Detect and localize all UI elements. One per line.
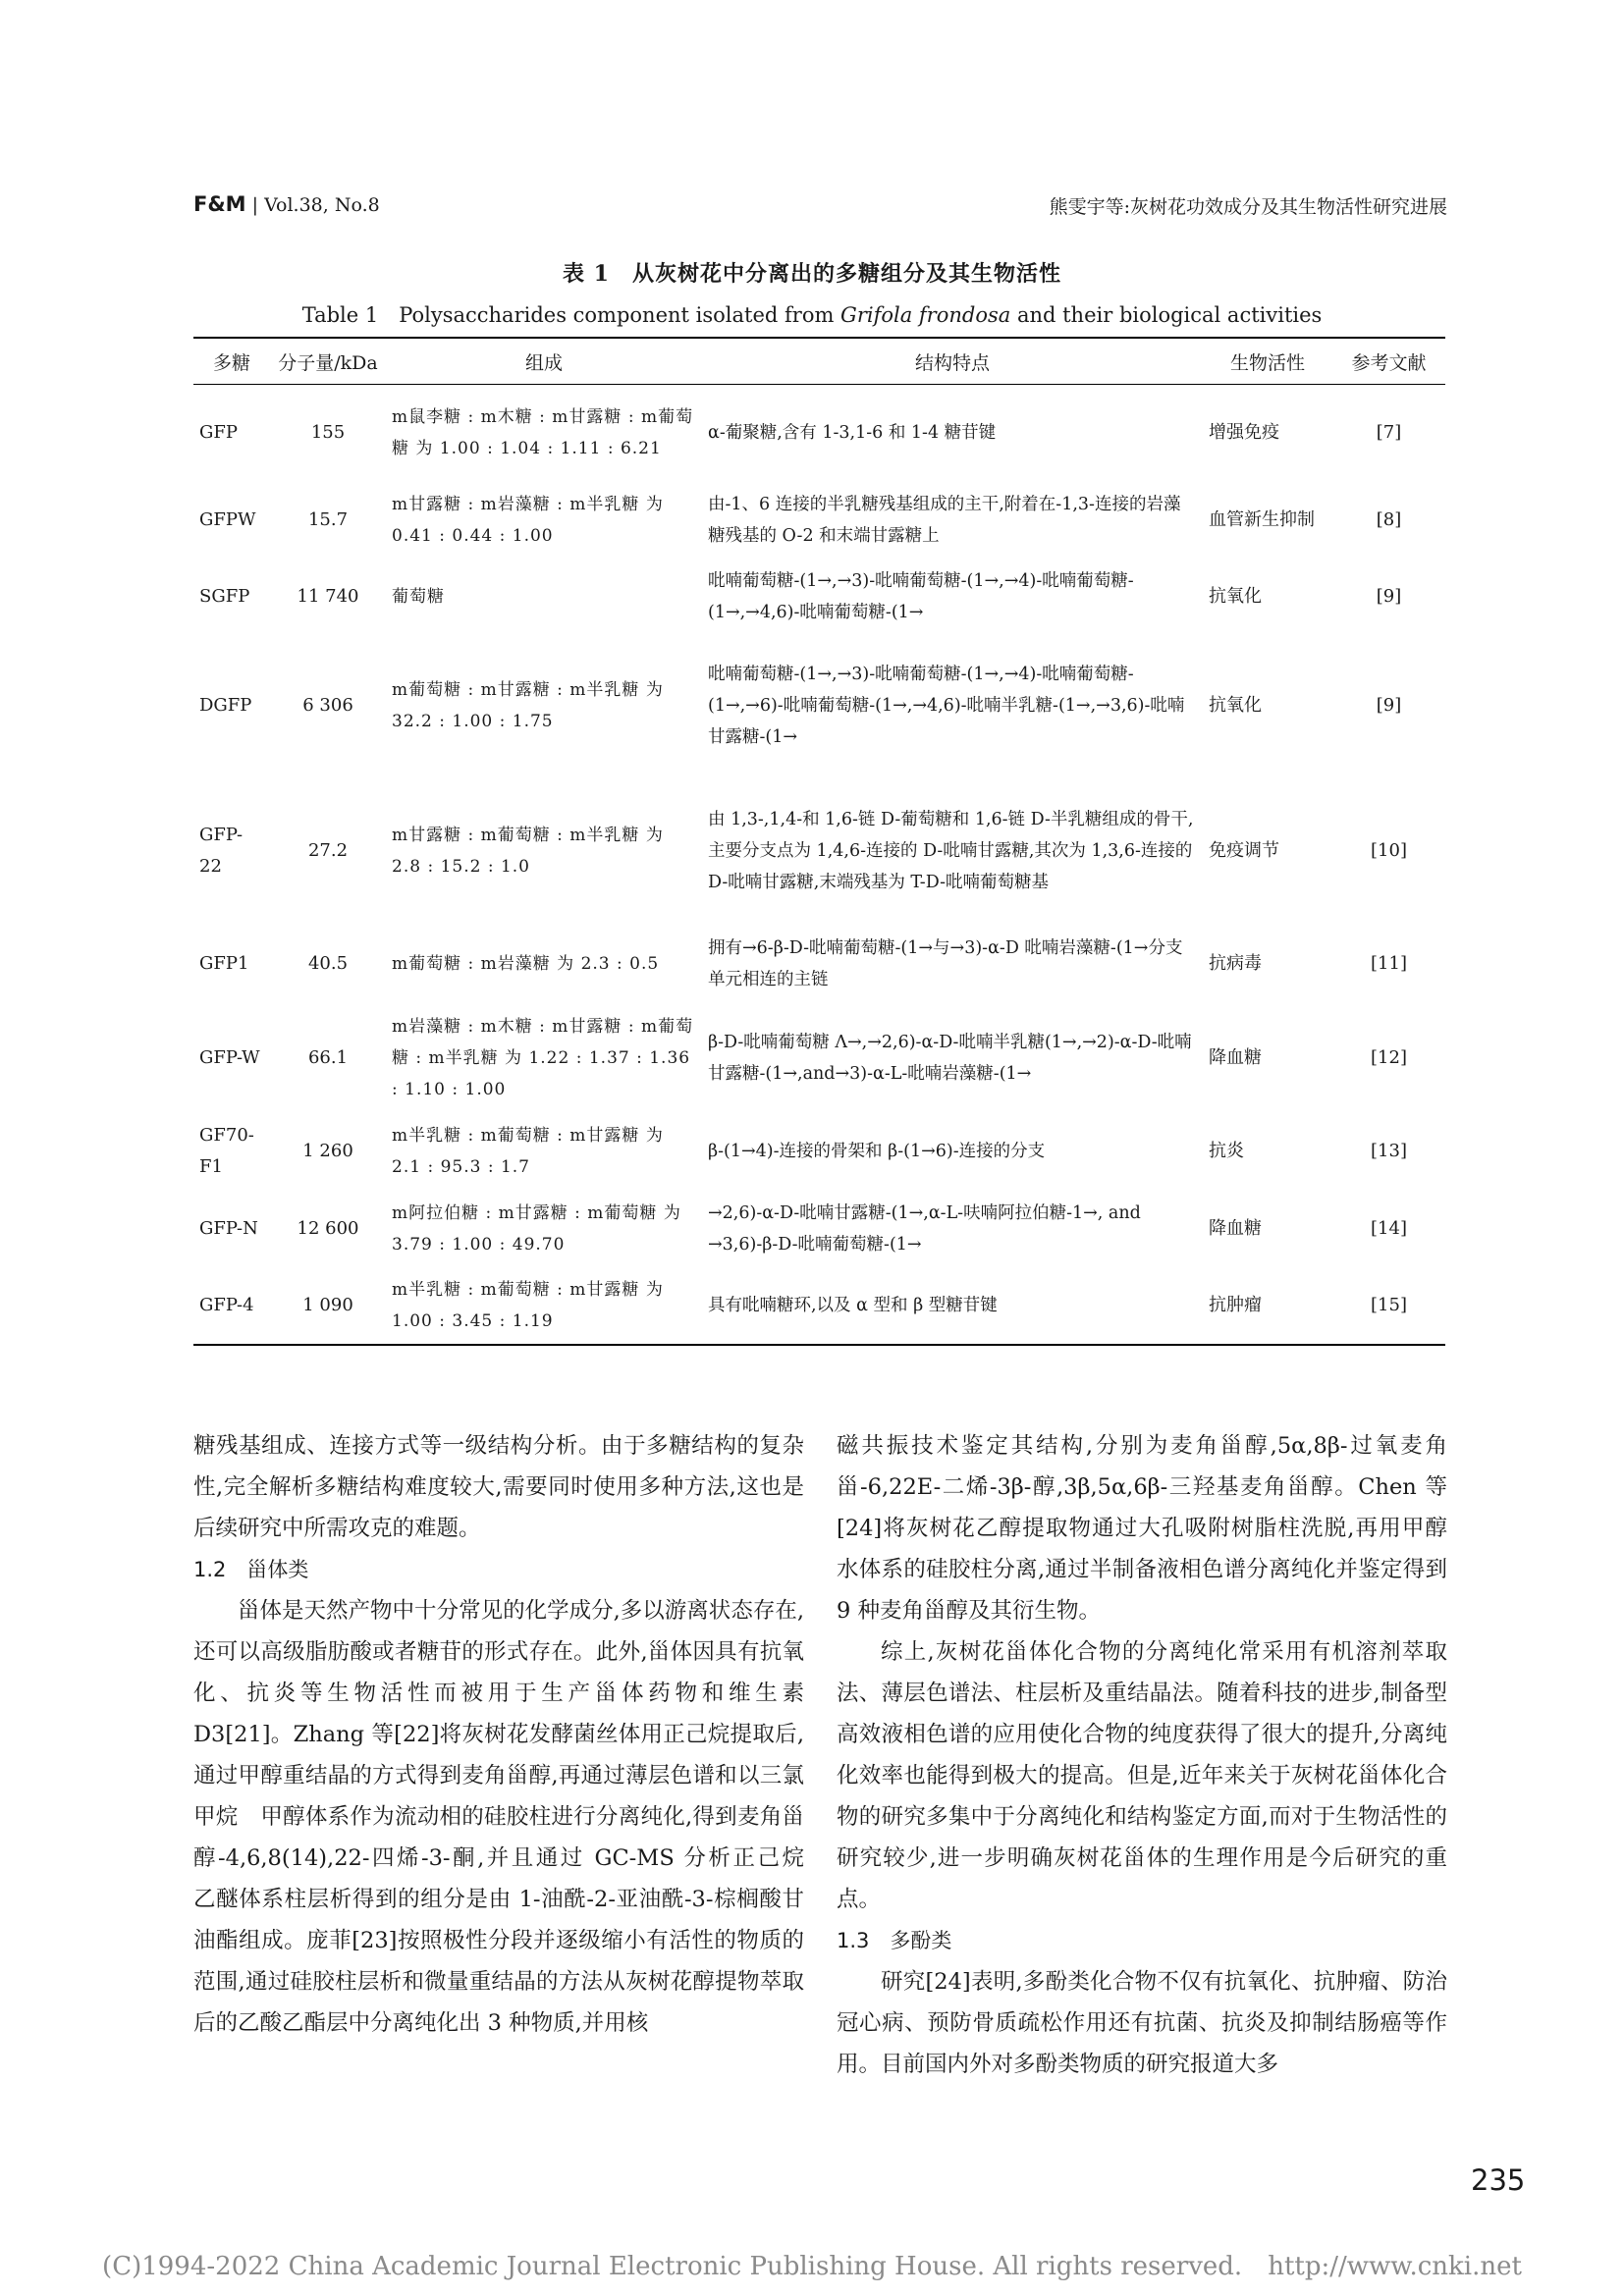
cell-mw: 1 090	[270, 1268, 386, 1345]
table-row	[193, 1113, 1445, 1190]
journal-volume: Vol.38, No.8	[264, 194, 380, 216]
cell-name: GFP-W	[199, 1046, 260, 1068]
cell-activity: 抗氧化	[1209, 694, 1262, 716]
paragraph: 糖残基组成、连接方式等一级结构分析。由于多糖结构的复杂性,完全解析多糖结构难度较大,需要同时使用多种方法,这也是后续研究中所需攻克的难题。	[193, 1433, 804, 1541]
body-column-right	[837, 1425, 1470, 2085]
section-heading-1-2: 1.2 甾体类	[193, 1558, 309, 1581]
cell-composition: m半乳糖 : m葡萄糖 : m甘露糖 为 2.1 : 95.3 : 1.7	[392, 1125, 664, 1177]
cell-structure: β-(1→4)-连接的骨架和 β-(1→6)-连接的分支	[708, 1141, 1046, 1161]
table-row	[193, 1003, 1445, 1113]
cell-structure: 拥有→6-β-D-吡喃葡萄糖-(1→与→3)-α-D 吡喃岩藻糖-(1→分支单元相连的主链	[708, 937, 1183, 989]
paragraph: 磁共振技术鉴定其结构,分别为麦角甾醇,5α,8β-过氧麦角甾-6,22E-二烯-3β-醇,3β,5α,6β-三羟基麦角甾醇。Chen 等[24]将灰树花乙醇提取物通过大孔吸附树脂柱洗脱,再用甲醇 水体系的硅胶柱分离,通过半制备液相色谱分离纯化并鉴定得到 9 种麦角甾醇及其衍生物。	[837, 1433, 1470, 1624]
cell-activity: 降血糖	[1209, 1046, 1262, 1068]
table-row	[193, 1268, 1445, 1345]
cell-name: GFPW	[199, 508, 256, 530]
cell-structure: 吡喃葡萄糖-(1→,→3)-吡喃葡萄糖-(1→,→4)-吡喃葡萄糖-(1→,→6)-吡喃葡萄糖-(1→,→4,6)-吡喃半乳糖-(1→,→3,6)-吡喃甘露糖-(1→	[708, 664, 1185, 747]
cell-structure: 具有吡喃糖环,以及 α 型和 β 型糖苷键	[702, 1268, 1203, 1345]
header-molecular-weight: 分子量/kDa	[270, 338, 386, 385]
polysaccharide-table	[193, 337, 1445, 1346]
table-row	[193, 777, 1445, 925]
table-row	[193, 634, 1445, 777]
cell-composition: m半乳糖 : m葡萄糖 : m甘露糖 为 1.00 : 3.45 : 1.19	[386, 1268, 702, 1345]
table-row	[193, 481, 1445, 560]
cell-name: GFP1	[199, 952, 249, 974]
cell-reference: [11]	[1371, 952, 1407, 974]
table-header-row	[193, 338, 1445, 385]
table-row	[193, 1190, 1445, 1268]
table-row	[193, 925, 1445, 1003]
cell-reference: [9]	[1376, 694, 1402, 716]
caption-en-prefix: Table 1 Polysaccharides component isolated from	[301, 303, 841, 327]
cell-activity: 抗炎	[1209, 1140, 1244, 1161]
header-reference: 参考文献	[1332, 338, 1445, 385]
cell-mw: 15.7	[307, 508, 349, 530]
cell-mw: 155	[310, 421, 346, 443]
cell-reference: [9]	[1376, 585, 1402, 607]
cell-structure: 吡喃葡萄糖-(1→,→3)-吡喃葡萄糖-(1→,→4)-吡喃葡萄糖-(1→,→4,6)-吡喃葡萄糖-(1→	[708, 570, 1134, 622]
cell-reference: [7]	[1376, 421, 1402, 443]
cell-activity: 血管新生抑制	[1209, 508, 1315, 530]
cell-composition: m甘露糖 : m葡萄糖 : m半乳糖 为 2.8 : 15.2 : 1.0	[392, 825, 664, 877]
cell-reference: [10]	[1371, 839, 1407, 861]
body-column-left	[193, 1425, 827, 2044]
cell-composition: m甘露糖 : m岩藻糖 : m半乳糖 为 0.41 : 0.44 : 1.00	[392, 494, 664, 546]
cell-activity: 抗氧化	[1209, 585, 1262, 607]
cell-name: GF70-F1	[199, 1124, 254, 1177]
cell-reference: [12]	[1371, 1046, 1407, 1068]
cell-activity: 抗肿瘤	[1203, 1268, 1332, 1345]
cell-activity: 降血糖	[1209, 1217, 1262, 1239]
table-caption-zh: 表 1 从灰树花中分离出的多糖组分及其生物活性	[563, 261, 1061, 287]
cell-mw: 6 306	[302, 694, 353, 716]
cell-reference: [8]	[1376, 508, 1402, 530]
table-caption-en	[0, 299, 1624, 329]
table-row	[193, 560, 1445, 634]
table-row	[193, 385, 1445, 481]
cell-reference: [15]	[1332, 1268, 1445, 1345]
cell-structure: 由 1,3-,1,4-和 1,6-链 D-葡萄糖和 1,6-链 D-半乳糖组成的骨干,主要分支点为 1,4,6-连接的 D-吡喃甘露糖,其次为 1,3,6-连接的 D-吡喃甘露糖,末端残基为 T-D-吡喃葡萄糖基	[708, 809, 1194, 892]
running-header-left	[193, 192, 380, 216]
cell-name: SGFP	[199, 585, 250, 607]
header-composition: 组成	[386, 338, 702, 385]
cell-name: GFP-4	[193, 1268, 270, 1345]
cell-mw: 11 740	[297, 585, 359, 607]
cell-structure: α-葡聚糖,含有 1-3,1-6 和 1-4 糖苷键	[708, 422, 997, 443]
cell-activity: 增强免疫	[1209, 421, 1279, 443]
header-activity: 生物活性	[1203, 338, 1332, 385]
cell-name: GFP	[199, 421, 238, 443]
cell-composition: m阿拉伯糖 : m甘露糖 : m葡萄糖 为 3.79 : 1.00 : 49.70	[392, 1202, 681, 1255]
cell-reference: [14]	[1371, 1217, 1407, 1239]
section-heading-1-3: 1.3 多酚类	[837, 1929, 952, 1952]
cell-activity: 免疫调节	[1209, 839, 1279, 861]
paragraph: 研究[24]表明,多酚类化合物不仅有抗氧化、抗肿瘤、防治冠心病、预防骨质疏松作用还有抗菌、抗炎及抑制结肠癌等作用。目前国内外对多酚类物质的研究报道大多	[837, 1969, 1447, 2077]
cell-mw: 27.2	[307, 839, 349, 861]
paragraph: 甾体是天然产物中十分常见的化学成分,多以游离状态存在,还可以高级脂肪酸或者糖苷的形式存在。此外,甾体因具有抗氧化、抗炎等生物活性而被用于生产甾体药物和维生素 D3[21]。Zhang 等[22]将灰树花发酵菌丝体用正己烷提取后,通过甲醇重结晶的方式得到麦角甾醇,再通过薄层色谱和以三氯甲烷 甲醇体系作为流动相的硅胶柱进行分离纯化,得到麦角甾醇-4,6,8(14),22-四烯-3-酮,并且通过 GC-MS 分析正己烷 乙醚体系柱层析得到的组分是由 1-油酰-2-亚油酰-3-棕榈酸甘油酯组成。庞菲[23]按照极性分段并逐级缩小有活性的物质的范围,通过硅胶柱层析和微量重结晶的方法从灰树花醇提物萃取后的乙酸乙酯层中分离纯化出 3 种物质,并用核	[193, 1598, 827, 2036]
cell-composition: m葡萄糖 : m甘露糖 : m半乳糖 为 32.2 : 1.00 : 1.75	[392, 679, 664, 731]
cell-mw: 40.5	[307, 952, 349, 974]
cell-reference: [13]	[1371, 1140, 1407, 1161]
copyright-footer: (C)1994-2022 China Academic Journal Electronic Publishing House. All rights reserved. http://www.cnki.net	[102, 2252, 1522, 2281]
header-structure: 结构特点	[702, 338, 1203, 385]
cell-mw: 66.1	[307, 1046, 349, 1068]
running-title: 熊雯宇等:灰树花功效成分及其生物活性研究进展	[1049, 196, 1447, 218]
cell-composition: m鼠李糖 : m木糖 : m甘露糖 : m葡萄糖 为 1.00 : 1.04 : 1.11 : 6.21	[392, 406, 694, 458]
cell-activity: 抗病毒	[1209, 952, 1262, 974]
header-separator: |	[251, 194, 265, 216]
caption-en-suffix: and their biological activities	[1010, 303, 1323, 327]
paragraph: 综上,灰树花甾体化合物的分离纯化常采用有机溶剂萃取法、薄层色谱法、柱层析及重结晶法。随着科技的进步,制备型高效液相色谱的应用使化合物的纯度获得了很大的提升,分离纯化效率也能得到极大的提高。但是,近年来关于灰树花甾体化合物的研究多集中于分离纯化和结构鉴定方面,而对于生物活性的研究较少,进一步明确灰树花甾体的生理作用是今后研究的重点。	[837, 1639, 1447, 1912]
cell-composition: m葡萄糖 : m岩藻糖 为 2.3 : 0.5	[392, 953, 660, 974]
cell-composition: 葡萄糖	[392, 586, 445, 607]
cell-name: DGFP	[199, 694, 252, 716]
page-number: 235	[1471, 2163, 1526, 2197]
cell-structure: →2,6)-α-D-吡喃甘露糖-(1→,α-L-呋喃阿拉伯糖-1→, and →3,6)-β-D-吡喃葡萄糖-(1→	[708, 1202, 1141, 1255]
header-polysaccharide: 多糖	[193, 338, 270, 385]
cell-mw: 1 260	[302, 1140, 353, 1161]
caption-en-species: Grifola frondosa	[840, 303, 1011, 327]
cell-name: GFP-22	[199, 824, 244, 877]
journal-brand: F&M	[193, 192, 246, 216]
cell-mw: 12 600	[297, 1217, 359, 1239]
cell-name: GFP-N	[199, 1217, 258, 1239]
cell-structure: 由-1、6 连接的半乳糖残基组成的主干,附着在-1,3-连接的岩藻糖残基的 O-2 和末端甘露糖上	[708, 494, 1181, 546]
cell-structure: β-D-吡喃葡萄糖 Λ→,→2,6)-α-D-吡喃半乳糖(1→,→2)-α-D-吡喃甘露糖-(1→,and→3)-α-L-吡喃岩藻糖-(1→	[708, 1032, 1192, 1084]
cell-composition: m岩藻糖 : m木糖 : m甘露糖 : m葡萄糖 : m半乳糖 为 1.22 : 1.37 : 1.36 : 1.10 : 1.00	[392, 1016, 694, 1099]
